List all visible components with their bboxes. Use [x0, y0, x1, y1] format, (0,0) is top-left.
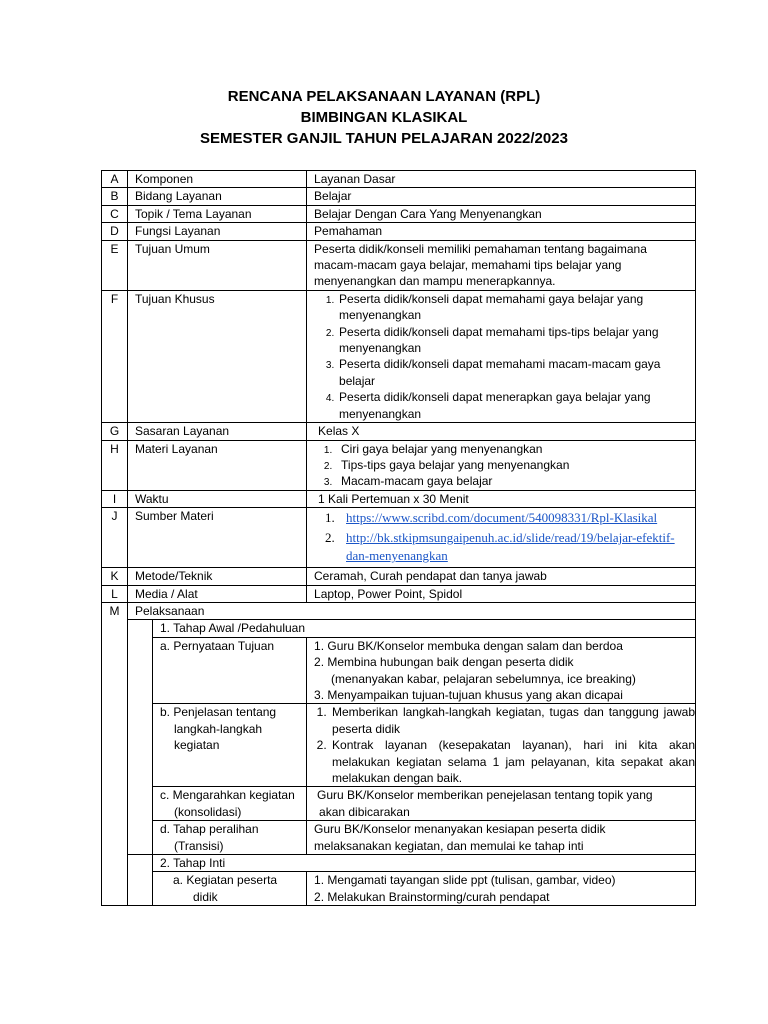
step-label	[153, 872, 307, 906]
list-item: 1. Guru BK/Konselor membuka dengan salam dan berdoa	[314, 638, 623, 653]
step-value	[307, 704, 696, 787]
source-link[interactable]: http://bk.stkipmsungaipenuh.ac.id/slide/read/19/belajar-efektif-dan-menyenangkan	[346, 530, 675, 564]
step-label	[153, 704, 307, 787]
row-f	[102, 290, 696, 422]
row-value: Peserta didik/konseli memiliki pemahaman tentang bagaimana macam-macam gaya belajar, memahami tips belajar yang menyenangkan dan mampu menerapkannya.	[307, 240, 696, 290]
step-label	[153, 787, 307, 821]
title-line-3: SEMESTER GANJIL TAHUN PELAJARAN 2022/2023	[200, 130, 568, 147]
row-label: Sumber Materi	[128, 508, 307, 568]
row-label: Media / Alat	[128, 585, 307, 602]
row-value: Belajar	[307, 188, 696, 205]
step-value-line: Guru BK/Konselor memberikan penejelasan tentang topik yang	[317, 788, 653, 803]
row-label: Tujuan Khusus	[128, 290, 307, 422]
list-item: 2. Peserta didik/konseli dapat memahami tips-tips belajar yang menyenangkan	[337, 324, 683, 357]
step-label-line: (Transisi)	[174, 838, 224, 853]
tahap-inti-heading: 2. Tahap Inti	[153, 855, 696, 872]
list-item: 2. Membina hubungan baik dengan peserta didik	[314, 655, 574, 670]
list-item	[338, 509, 695, 527]
row-b	[102, 188, 696, 205]
row-g	[102, 423, 696, 440]
step-label-line: d. Tahap peralihan	[160, 822, 259, 837]
row-l	[102, 585, 696, 602]
document-title	[0, 86, 768, 149]
row-code: M	[102, 602, 128, 905]
row-code: F	[102, 290, 128, 422]
title-line-2: BIMBINGAN KLASIKAL	[300, 109, 468, 126]
peralihan-row	[102, 821, 696, 855]
row-label: Fungsi Layanan	[128, 223, 307, 240]
row-code: K	[102, 568, 128, 585]
row-value	[307, 440, 696, 490]
row-j	[102, 508, 696, 568]
step-label-line: b. Penjelasan tentang	[160, 705, 277, 720]
mengarahkan-row	[102, 787, 696, 821]
row-code: C	[102, 205, 128, 222]
row-value: 1 Kali Pertemuan x 30 Menit	[307, 490, 696, 507]
list-item: 1. Ciri gaya belajar yang menyenangkan	[335, 441, 695, 457]
row-e	[102, 240, 696, 290]
row-value: Ceramah, Curah pendapat dan tanya jawab	[307, 568, 696, 585]
row-label: Komponen	[128, 171, 307, 188]
list-item: 1. Peserta didik/konseli dapat memahami gaya belajar yang menyenangkan	[337, 291, 683, 324]
step-value	[307, 637, 696, 704]
step-value	[307, 787, 696, 821]
row-k	[102, 568, 696, 585]
row-label: Materi Layanan	[128, 440, 307, 490]
step-label-line: c. Mengarahkan kegiatan	[160, 788, 295, 803]
tahap-awal-heading: 1. Tahap Awal /Pedahuluan	[153, 620, 696, 637]
title-line-1: RENCANA PELAKSANAAN LAYANAN (RPL)	[227, 88, 541, 105]
step-label-line: a. Kegiatan peserta	[173, 873, 278, 888]
list-item: 3. Menyampaikan tujuan-tujuan khusus yang akan dicapai	[314, 687, 623, 702]
row-h	[102, 440, 696, 490]
row-value: Kelas X	[307, 423, 696, 440]
row-code: G	[102, 423, 128, 440]
row-code: H	[102, 440, 128, 490]
tahap-awal-row	[102, 620, 696, 637]
tujuan-khusus-list	[314, 291, 683, 422]
row-code: L	[102, 585, 128, 602]
row-label: Waktu	[128, 490, 307, 507]
step-label: a. Pernyataan Tujuan	[153, 637, 307, 704]
step-value-line: akan dibicarakan	[319, 804, 410, 819]
source-link[interactable]: https://www.scribd.com/document/540098331/Rpl-Klasikal	[346, 510, 658, 526]
list-item	[338, 529, 695, 565]
penjelasan-row	[102, 704, 696, 787]
list-item: (menanyakan kabar, pelajaran sebelumnya, ice breaking)	[331, 671, 636, 686]
list-item: 2. Melakukan Brainstorming/curah pendapat	[314, 889, 550, 904]
step-label	[153, 821, 307, 855]
list-item: 1. Memberikan langkah-langkah kegiatan, tugas dan tanggung jawab peserta didik	[330, 704, 695, 737]
row-d	[102, 223, 696, 240]
list-item: 1. Mengamati tayangan slide ppt (tulisan, gambar, video)	[314, 873, 616, 888]
step-label-line: (konsolidasi)	[174, 804, 242, 819]
row-code: E	[102, 240, 128, 290]
list-item: 3. Macam-macam gaya belajar	[335, 473, 695, 489]
row-code: D	[102, 223, 128, 240]
row-m	[102, 602, 696, 619]
list-item: 2. Kontrak layanan (kesepakatan layanan), hari ini kita akan melakukan kegiatan selama 1 jam pelayanan, kita sepakat akan melakukan dengan baik.	[330, 737, 695, 786]
row-a	[102, 171, 696, 188]
row-value: Layanan Dasar	[307, 171, 696, 188]
row-label: Tujuan Umum	[128, 240, 307, 290]
row-value	[307, 508, 696, 568]
step-label-line: didik	[193, 889, 218, 904]
row-label: Topik / Tema Layanan	[128, 205, 307, 222]
row-c	[102, 205, 696, 222]
spacer-cell	[128, 855, 153, 906]
row-value: Pemahaman	[307, 223, 696, 240]
step-label-line: langkah-langkah	[174, 721, 263, 736]
row-label: Metode/Teknik	[128, 568, 307, 585]
tahap-inti-row	[102, 855, 696, 872]
kegiatan-peserta-row	[102, 872, 696, 906]
row-value: Belajar Dengan Cara Yang Menyenangkan	[307, 205, 696, 222]
row-code: J	[102, 508, 128, 568]
pernyataan-tujuan-row	[102, 637, 696, 704]
row-value: Laptop, Power Point, Spidol	[307, 585, 696, 602]
step-label-line: kegiatan	[174, 738, 220, 753]
penjelasan-list	[314, 704, 695, 786]
step-value	[307, 872, 696, 906]
row-code: B	[102, 188, 128, 205]
list-item: 3. Peserta didik/konseli dapat memahami macam-macam gaya belajar	[337, 356, 683, 389]
row-label: Pelaksanaan	[128, 602, 696, 619]
step-value: Guru BK/Konselor menanyakan kesiapan peserta didik melaksanakan kegiatan, dan memulai ke tahap inti	[307, 821, 696, 855]
row-i	[102, 490, 696, 507]
row-code: I	[102, 490, 128, 507]
row-label: Bidang Layanan	[128, 188, 307, 205]
row-code: A	[102, 171, 128, 188]
list-item: 2. Tips-tips gaya belajar yang menyenangkan	[335, 457, 695, 473]
row-value	[307, 290, 696, 422]
row-label: Sasaran Layanan	[128, 423, 307, 440]
sumber-list	[314, 509, 695, 565]
spacer-cell	[128, 620, 153, 855]
materi-list	[314, 441, 695, 490]
rpl-table	[101, 170, 696, 906]
list-item: 4. Peserta didik/konseli dapat menerapkan gaya belajar yang menyenangkan	[337, 389, 683, 422]
